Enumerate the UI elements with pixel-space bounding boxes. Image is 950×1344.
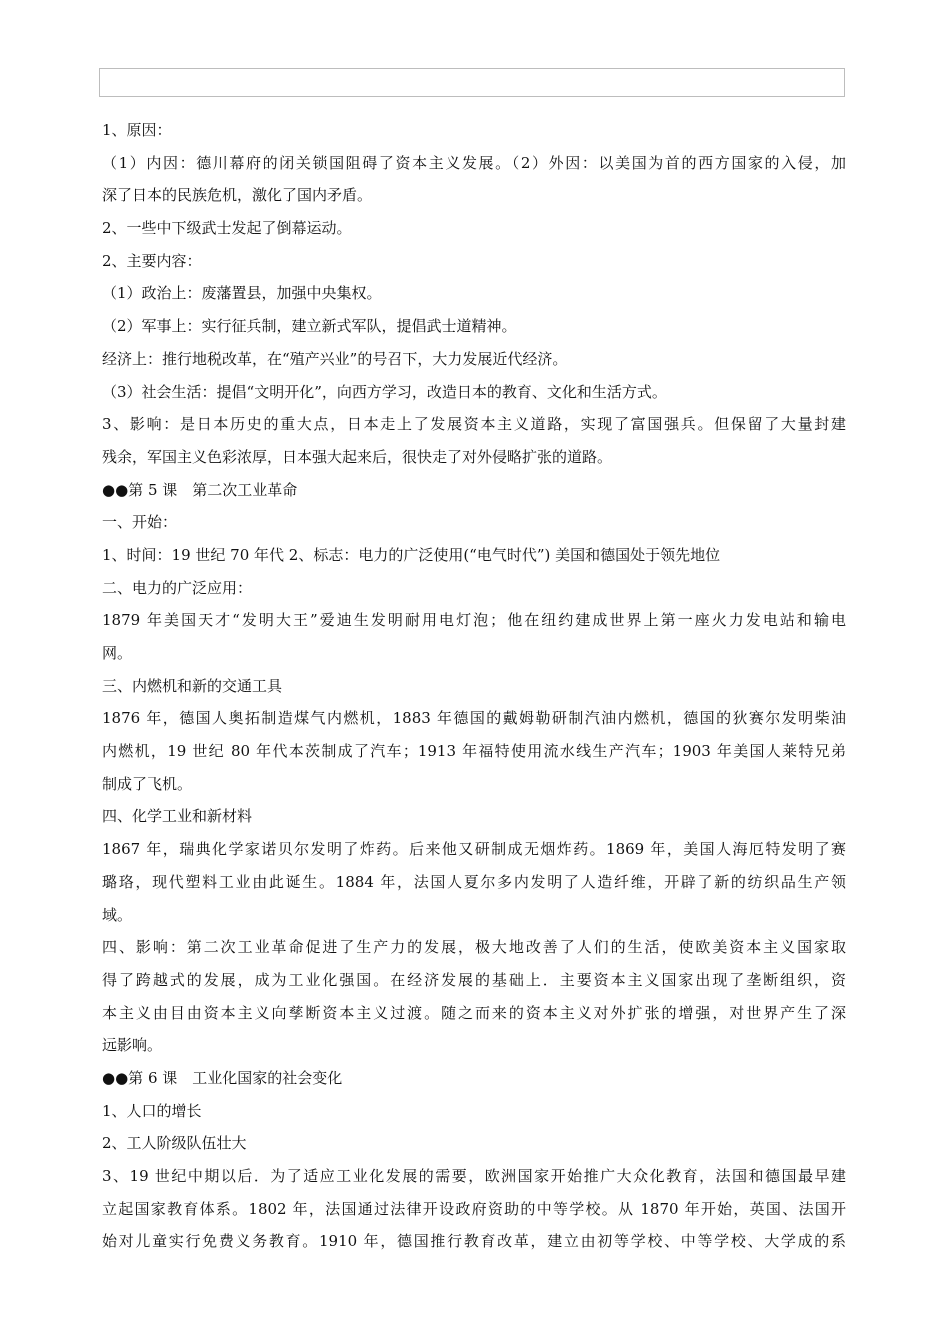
text-line: 得了跨越式的发展，成为工业化强国。在经济发展的基础上．主要资本主义国家出现了垄断组织，资 (102, 970, 846, 989)
text-line: 本主义由目由资本主义向孳断资本主义过渡。随之而来的资本主义对外扩张的增强，对世界产生了深 (102, 1003, 846, 1022)
text-line: 1867 年，瑞典化学家诺贝尔发明了炸药。后来他又研制成无烟炸药。1869 年，美国人海厄特发明了赛 (102, 840, 846, 859)
text-line: 1、时间：19 世纪 70 年代 2、标志：电力的广泛使用(“电气时代”) 美国和德国处于领先地位 (102, 545, 721, 564)
text-line: （3）社会生活：提倡“文明开化”，向西方学习，改造日本的教育、文化和生活方式。 (102, 382, 667, 401)
header-box (99, 68, 845, 97)
text-line: 1、人口的增长 (102, 1101, 202, 1120)
text-line: 立起国家教育体系。1802 年，法国通过法律开设政府资助的中等学校。从 1870 年开始，英国、法国开 (102, 1199, 846, 1218)
text-line: 网。 (102, 644, 133, 662)
text-line: 1879 年美国天才“发明大王”爱迪生发明耐用电灯泡；他在纽约建成世界上第一座火力发电站和输电 (102, 611, 846, 630)
text-line: （2）军事上：实行征兵制，建立新式军队，提倡武士道精神。 (102, 317, 517, 336)
text-line: 始对儿童实行免费义务教育。1910 年，德国推行教育改革，建立由初等学校、中等学校、大学成的系 (102, 1232, 846, 1251)
text-line: 1876 年，德国人奥拓制造煤气内燃机，1883 年德国的戴姆勒研制汽油内燃机，德国的狄赛尔发明柴油 (102, 709, 846, 728)
text-line: 深了日本的民族危机，激化了国内矛盾。 (102, 186, 373, 205)
text-line: 经济上：推行地税改革，在“殖产兴业”的号召下，大力发展近代经济。 (102, 349, 568, 368)
text-line: 三、内燃机和新的交通工具 (102, 676, 283, 695)
text-line: 1、原因： (102, 121, 172, 139)
text-line: 残余，军国主义色彩浓厚，日本强大起来后，很快走了对外侵略扩张的道路。 (102, 447, 613, 466)
text-line: 3、19 世纪中期以后．为了适应工业化发展的需要，欧洲国家开始推广大众化教育，法国和德国最早建 (102, 1167, 846, 1185)
text-line: ●●第 6 课 工业化国家的社会变化 (102, 1068, 343, 1087)
text-line: （1）政治上：废藩置县，加强中央集权。 (102, 284, 382, 303)
text-line: 域。 (102, 905, 133, 924)
text-line: 璐珞，现代塑料工业由此诞生。1884 年，法国人夏尔多内发明了人造纤维，开辟了新的纺织品生产领 (102, 872, 846, 891)
document-body (102, 114, 846, 1258)
text-line: 制成了飞机。 (102, 774, 193, 793)
text-line: 四、化学工业和新材料 (102, 807, 253, 826)
text-line: 四、影响：第二次工业革命促进了生产力的发展，极大地改善了人们的生活，使欧美资本主义国家取 (102, 938, 846, 957)
text-line: 3、影响：是日本历史的重大点，日本走上了发展资本主义道路，实现了富国强兵。但保留了大量封建 (102, 415, 846, 434)
text-line: 二、电力的广泛应用： (102, 578, 253, 597)
text-line: 2、工人阶级队伍壮大 (102, 1134, 247, 1153)
text-line: 一、开始： (102, 513, 178, 532)
text-line: 2、主要内容： (102, 251, 202, 270)
text-line: 2、一些中下级武士发起了倒幕运动。 (102, 219, 352, 238)
text-line: ●●第 5 课 第二次工业革命 (102, 480, 298, 499)
text-line: 远影响。 (102, 1036, 163, 1055)
text-line: （1）内因：德川幕府的闭关锁国阻碍了资本主义发展。（2）外因：以美国为首的西方国家的入侵，加 (102, 153, 846, 172)
text-line: 内燃机，19 世纪 80 年代本茨制成了汽车；1913 年福特使用流水线生产汽车；1903 年美国人莱特兄弟 (102, 742, 846, 761)
